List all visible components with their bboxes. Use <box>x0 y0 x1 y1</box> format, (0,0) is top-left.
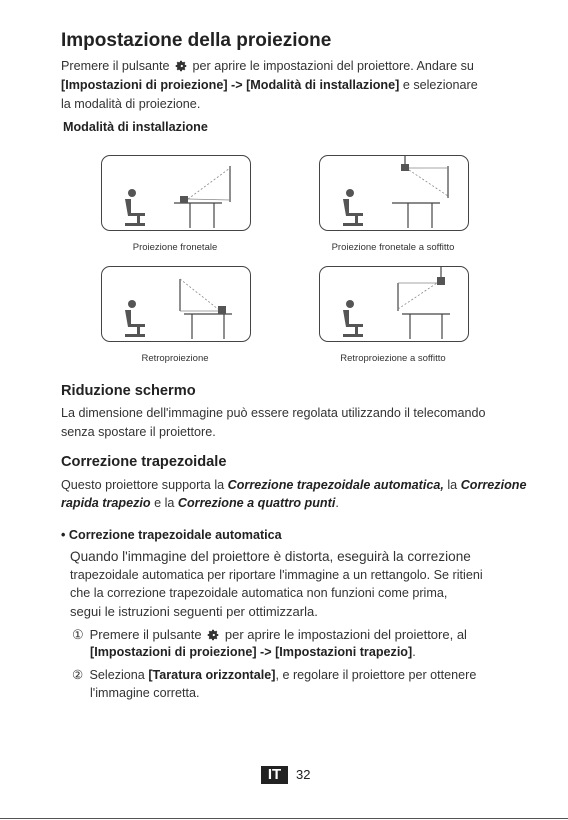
step-text: Premere il pulsante <box>89 627 202 642</box>
keystone-line-1 <box>61 476 526 495</box>
auto-para-line: che la correzione trapezoidale automatica non funzioni come prima, <box>70 586 448 600</box>
step-text: per aprire le impostazioni del proiettore, al <box>224 627 467 642</box>
step-text: Seleziona <box>89 668 145 682</box>
step-text: , e regolare il proiettore per ottenere <box>275 668 477 682</box>
rear-projection-illustration <box>102 267 250 341</box>
front-projection-illustration <box>102 156 250 230</box>
keystone-heading: Correzione trapezoidale <box>61 454 227 470</box>
auto-para-line: segui le istruzioni seguenti per ottimizzarla. <box>70 604 318 619</box>
keystone-text: la <box>447 478 458 492</box>
step-1 <box>72 625 467 644</box>
front-ceiling-projection-illustration <box>320 156 468 230</box>
mode-label: Retroproiezione <box>141 353 209 364</box>
keystone-feature: Correzione trapezoidale automatica, <box>227 478 444 492</box>
rear-ceiling-projection-illustration <box>320 267 468 341</box>
intro-line-1 <box>61 57 474 76</box>
keystone-line-2 <box>61 494 339 513</box>
mode-label: Proiezione fronetale <box>132 242 218 253</box>
intro-line-2 <box>61 76 478 95</box>
step-number: ② <box>72 668 84 682</box>
language-badge: IT <box>261 766 288 784</box>
mode-label: Proiezione fronetale a soffitto <box>331 242 455 253</box>
person-icon <box>125 189 145 226</box>
step-1-cont <box>90 643 416 662</box>
step-2-cont: l'immagine corretta. <box>90 686 200 700</box>
screen-reduction-line-1: La dimensione dell'immagine può essere regolata utilizzando il telecomando <box>61 406 486 420</box>
page-bottom-rule <box>0 818 568 819</box>
step-2 <box>72 666 476 685</box>
step-text: . <box>412 645 416 659</box>
gear-icon <box>207 629 219 641</box>
keystone-text: e la <box>154 496 175 510</box>
auto-para-line: trapezoidale automatica per riportare l'immagine a un rettangolo. Se ritieni <box>70 568 483 582</box>
mode-front-diagram <box>101 155 251 231</box>
install-mode-heading: Modalità di installazione <box>63 120 208 134</box>
keystone-feature: Correzione <box>460 478 527 492</box>
keystone-text: . <box>335 496 339 510</box>
keystone-feature: rapida trapezio <box>61 496 151 510</box>
intro-text: Premere il pulsante <box>61 59 170 73</box>
mode-rear-diagram <box>101 266 251 342</box>
mode-rear-ceiling-diagram <box>319 266 469 342</box>
page-number: 32 <box>296 767 311 782</box>
step-menu-item: [Taratura orizzontale] <box>148 668 276 682</box>
gear-icon <box>175 60 187 72</box>
screen-reduction-heading: Riduzione schermo <box>61 383 196 399</box>
mode-label: Retroproiezione a soffitto <box>340 353 446 364</box>
step-menu-path: [Impostazioni di proiezione] -> [Impostazioni trapezio] <box>90 645 413 659</box>
auto-keystone-heading: • Correzione trapezoidale automatica <box>61 528 282 542</box>
auto-para-line: Quando l'immagine del proiettore è distorta, eseguirà la correzione <box>70 549 471 564</box>
step-number: ① <box>72 627 84 642</box>
intro-line-3: la modalità di proiezione. <box>61 97 201 111</box>
intro-text: per aprire le impostazioni del proiettore. Andare su <box>192 59 474 73</box>
intro-text: e selezionare <box>402 78 478 92</box>
mode-front-ceiling-diagram <box>319 155 469 231</box>
keystone-text: Questo proiettore supporta la <box>61 478 225 492</box>
page-title: Impostazione della proiezione <box>61 30 332 51</box>
screen-reduction-line-2: senza spostare il proiettore. <box>61 425 216 439</box>
intro-menu-path: [Impostazioni di proiezione] -> [Modalità di installazione] <box>61 78 400 92</box>
keystone-feature: Correzione a quattro punti <box>177 496 336 510</box>
